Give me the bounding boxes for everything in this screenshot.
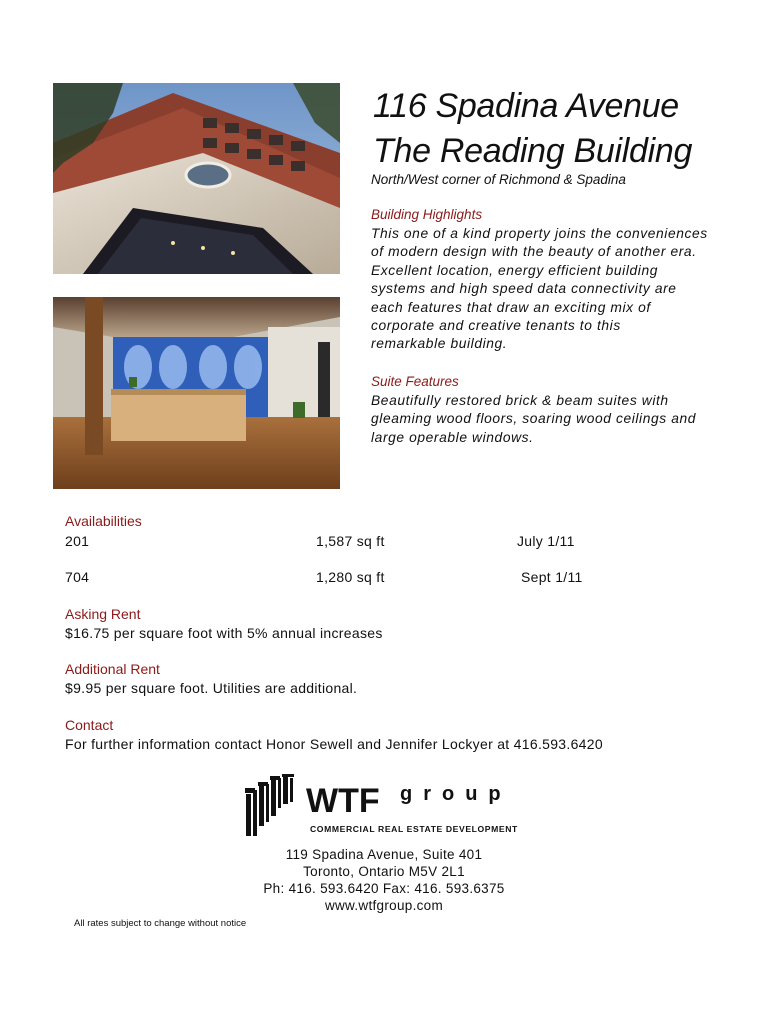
highlights-line: This one of a kind property joins the conveniences (371, 226, 708, 241)
availability-date: Sept 1/11 (521, 569, 583, 585)
address-phone: Ph: 416. 593.6420 Fax: 416. 593.6375 (263, 881, 505, 896)
contact-text: For further information contact Honor Sewell and Jennifer Lockyer at 416.593.6420 (65, 736, 603, 752)
lobby-interior-photo (53, 297, 340, 489)
availabilities-heading: Availabilities (65, 513, 142, 529)
additional-rent-heading: Additional Rent (65, 661, 160, 677)
columns-icon (245, 774, 294, 836)
disclaimer: All rates subject to change without notice (74, 918, 247, 929)
highlights-heading: Building Highlights (371, 207, 483, 222)
wtf-group-logo (242, 774, 532, 842)
building-name: The Reading Building (373, 132, 693, 170)
highlights-line: corporate and creative tenants to this (371, 318, 621, 334)
contact-heading: Contact (65, 717, 114, 733)
logo-wordmark: WTF (306, 782, 380, 820)
highlights-line: systems and high speed data connectivity are (371, 281, 677, 297)
asking-rent-text: $16.75 per square foot with 5% annual increases (65, 625, 383, 641)
logo-superscript: group (400, 783, 512, 805)
address-city: Toronto, Ontario M5V 2L1 (303, 864, 465, 879)
availability-date: July 1/11 (517, 533, 575, 549)
logo-tagline: COMMERCIAL REAL ESTATE DEVELOPMENT (310, 824, 518, 834)
suite-line: large operable windows. (371, 429, 534, 445)
address-street: 119 Spadina Avenue, Suite 401 (285, 847, 483, 862)
highlights-line: remarkable building. (371, 336, 508, 352)
highlights-line: of modern design with the beauty of another era. (371, 244, 697, 260)
additional-rent-text: $9.95 per square foot. Utilities are additional. (65, 680, 358, 696)
availability-size: 1,280 sq ft (316, 569, 385, 585)
highlights-line: each features that draw an exciting mix of (371, 299, 651, 315)
page-title: 116 Spadina Avenue (373, 87, 679, 125)
suite-features-heading: Suite Features (371, 374, 459, 389)
availability-suite: 201 (65, 533, 90, 549)
highlights-text (371, 225, 746, 354)
availability-suite: 704 (65, 569, 90, 585)
suite-features-text (371, 392, 746, 447)
asking-rent-heading: Asking Rent (65, 606, 141, 622)
building-exterior-photo (53, 83, 340, 274)
website-link[interactable]: www.wtfgroup.com (324, 898, 444, 913)
suite-line: Beautifully restored brick & beam suites with (371, 393, 669, 408)
suite-line: gleaming wood floors, soaring wood ceilings and (371, 411, 697, 427)
availability-size: 1,587 sq ft (316, 533, 385, 549)
location-subtitle: North/West corner of Richmond & Spadina (371, 172, 626, 187)
highlights-line: Excellent location, energy efficient building (371, 262, 658, 278)
